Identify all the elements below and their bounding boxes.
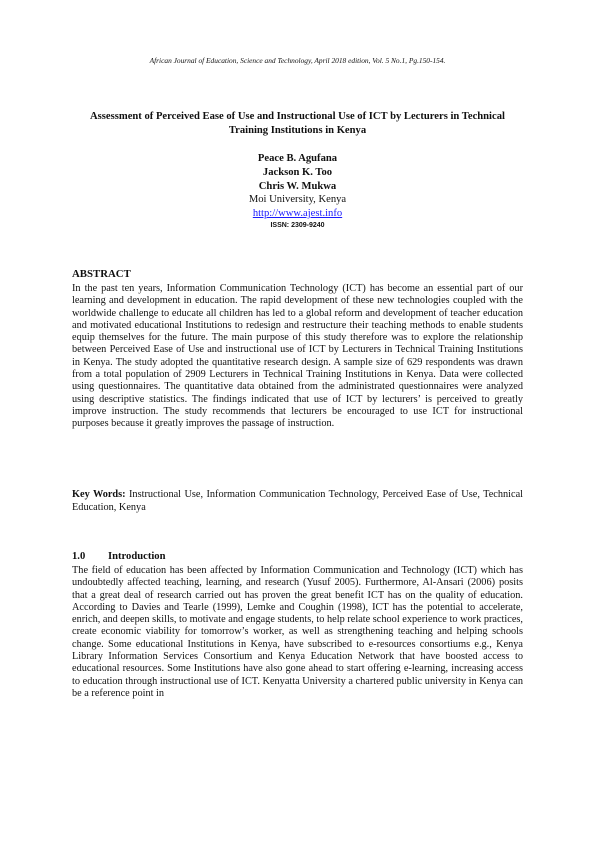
- issn: ISSN: 2309-9240: [270, 221, 325, 229]
- website-link[interactable]: http://www.ajest.info: [252, 208, 343, 220]
- keywords-label: Key Words:: [72, 489, 126, 500]
- introduction-text: The field of education has been affected by Information Communication and Technology (ICT) which has undoubtedly affected teaching, learning, and research (Yusuf 2005). Furthermore, Al-Ansari (2006) posits that a great deal of research carried out has proven the great benefit ICT has on the quality of education. According to Davies and Tearle (1999), Lemke and Coughin (1998), ICT has the potential to accelerate, enrich, and deepen skills, to motivate and engage students, to help relate school experience to work practices, create economic viability for tomorrow’s worker, as well as strengthening teaching and helping schools change. Some educational Institutions in Kenya, have subscribed to e-resources consortiums e.g., Kenya Library Information Services Consortium and Kenya Education Network that have boosted access to educational resources. Some Institutions have also gone ahead to start offering e-learning, increasing access to education through instructional use of ICT. Kenyatta University a chartered public university in Kenya can be a reference point in: [72, 565, 523, 699]
- section-heading: [72, 550, 166, 563]
- keywords: [72, 488, 523, 514]
- section-number: 1.0: [72, 551, 86, 562]
- abstract-heading: ABSTRACT: [72, 268, 131, 280]
- affiliation: Moi University, Kenya: [248, 194, 347, 206]
- author-name: Peace B. Agufana: [257, 153, 338, 164]
- author-name: Chris W. Mukwa: [258, 180, 337, 192]
- keywords-text: Instructional Use, Information Communication Technology, Perceived Ease of Use, Technical Education, Kenya: [72, 489, 523, 513]
- abstract-text: In the past ten years, Information Communication Technology (ICT) has become an essential part of our learning and development in education. The rapid development of these new technologies coupled with the worldwide challenge to educate all children has led to a global reform and development of teacher education and motivated educational Institutions to redesign and restructure their teaching methods to enable students equip themselves for the future. The main purpose of this study therefore was to explore the relationship between Perceived Ease of Use and instructional use of ICT by Lecturers in Technical Training Institutions in Kenya. The study adopted the quantitative research design. A sample size of 629 respondents was drawn from a total population of 2909 Lecturers in Technical Training Institutions in Kenya. Data were collected using questionnaires. The quantitative data obtained from the administrated questionnaires were analyzed using descriptive statistics. The findings indicated that use of ICT by lecturers’ is perceived to greatly improve instruction. The study recommends that lecturers be encouraged to use ICT for instructional purposes because it greatly improves the passage of instruction.: [72, 283, 523, 430]
- paper-title: Assessment of Perceived Ease of Use and Instructional Use of ICT by Lecturers in Technical Training Institutions in Kenya: [90, 111, 505, 136]
- journal-header: African Journal of Education, Science and Technology, April 2018 edition, Vol. 5 No.1, Pg.150-154.: [149, 56, 446, 65]
- author-block: [150, 152, 445, 231]
- author-name: Jackson K. Too: [262, 166, 333, 178]
- section-title: Introduction: [108, 551, 166, 562]
